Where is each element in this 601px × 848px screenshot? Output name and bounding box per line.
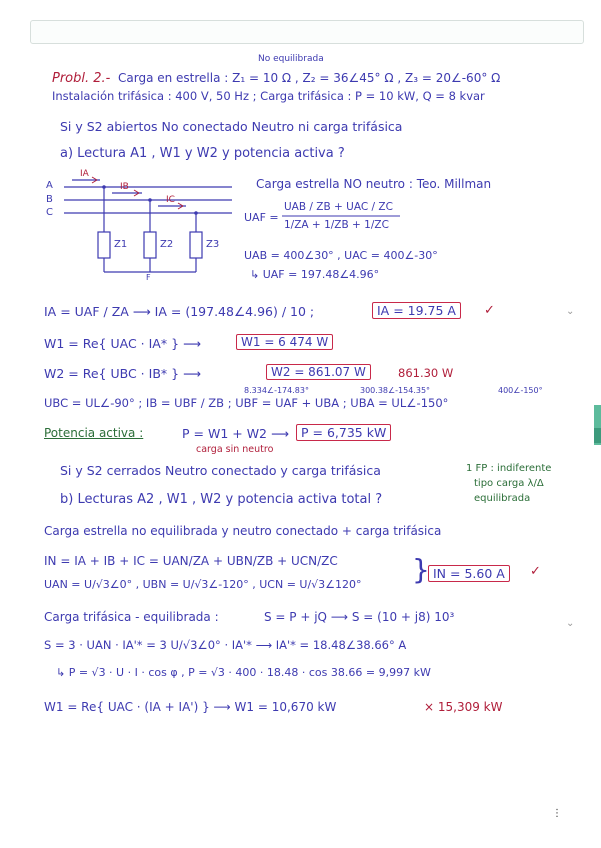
w2-result-box: W2 = 861.07 W bbox=[266, 364, 371, 380]
statement-b: Si y S2 cerrados Neutro conectado y carga trifásica bbox=[60, 463, 381, 478]
millman-numerator: UAB / ZB + UAC / ZC bbox=[284, 201, 393, 213]
phase-c-label: C bbox=[46, 207, 53, 218]
active-power-result-box: P = 6,735 kW bbox=[296, 424, 391, 441]
small-note-ib: 8.334∠-174.83° bbox=[244, 386, 309, 395]
w1-result-box: W1 = 6 474 W bbox=[236, 334, 333, 350]
current-ia-label: IA bbox=[80, 169, 89, 179]
three-phase-current-equation: S = 3 · UAN · IA'* = 3 U/√3∠0° · IA'* ⟶ IA'* = 18.48∠38.66° A bbox=[44, 638, 407, 652]
load-z3-label: Z3 bbox=[206, 239, 220, 250]
uab-uac-values: UAB = 400∠30° , UAC = 400∠-30° bbox=[244, 249, 438, 262]
solution-a-title: Carga estrella NO neutro : Teo. Millman bbox=[256, 177, 492, 191]
side-note-line-1: 1 FP : indiferente bbox=[466, 463, 552, 474]
w1-b-correction: × 15,309 kW bbox=[424, 700, 503, 714]
uaf-result: ↳ UAF = 197.48∠4.96° bbox=[250, 268, 380, 281]
question-b: b) Lecturas A2 , W1 , W2 y potencia activa total ? bbox=[60, 492, 383, 507]
phase-b-label: B bbox=[46, 194, 53, 205]
question-a: a) Lectura A1 , W1 y W2 y potencia activa ? bbox=[60, 146, 345, 161]
ia-equation: IA = UAF / ZA ⟶ IA = (197.48∠4.96) / 10 ; bbox=[44, 304, 315, 319]
brace-symbol: } bbox=[412, 553, 430, 586]
load-z1-label: Z1 bbox=[114, 239, 128, 250]
small-note-ubf: 300.38∠-154.35° bbox=[360, 386, 431, 395]
uaf-result-text: UAF = 197.48∠4.96° bbox=[262, 268, 380, 281]
current-ic-label: IC bbox=[166, 195, 175, 205]
header-note: No equilibrada bbox=[258, 54, 324, 64]
statement-a: Si y S2 abiertos No conectado Neutro ni carga trifásica bbox=[60, 119, 403, 134]
node-f-label: F bbox=[146, 273, 151, 282]
active-power-check-equation: ↳ P = √3 · U · I · cos φ , P = √3 · 400 · 18.48 · cos 38.66 = 9,997 kW bbox=[56, 666, 431, 679]
problem-line-2: Instalación trifásica : 400 V, 50 Hz ; Carga trifásica : P = 10 kW, Q = 8 kvar bbox=[52, 89, 485, 103]
problem-label: Probl. 2.- bbox=[52, 71, 111, 86]
side-note-line-3: equilibrada bbox=[474, 493, 531, 504]
margin-dots: ⋮ bbox=[552, 808, 562, 819]
current-ib-label: IB bbox=[120, 182, 129, 192]
side-note-line-2: tipo carga λ/Δ bbox=[474, 478, 544, 489]
phase-a-label: A bbox=[46, 180, 53, 191]
neutral-current-result-box: IN = 5.60 A bbox=[428, 565, 510, 582]
margin-mark: ⌄ bbox=[566, 618, 575, 629]
w1-equation: W1 = Re{ UAC · IA* } ⟶ bbox=[44, 336, 201, 351]
problem-line-1: Carga en estrella : Z₁ = 10 Ω , Z₂ = 36∠45° Ω , Z₃ = 20∠-60° Ω bbox=[118, 71, 501, 85]
margin-mark: ⌄ bbox=[566, 306, 575, 317]
active-power-note: carga sin neutro bbox=[196, 444, 274, 455]
phase-voltages: UAN = U/√3∠0° , UBN = U/√3∠-120° , UCN = U/√3∠120° bbox=[44, 578, 362, 591]
active-power-equation: P = W1 + W2 ⟶ bbox=[182, 426, 289, 441]
ia-result-box: IA = 19.75 A bbox=[372, 302, 461, 319]
uaf-label: UAF = bbox=[244, 211, 279, 224]
millman-denominator: 1/ZA + 1/ZB + 1/ZC bbox=[284, 219, 389, 231]
load-z2-label: Z2 bbox=[160, 239, 174, 250]
w1-b-equation: W1 = Re{ UAC · (IA + IA') } ⟶ W1 = 10,670 kW bbox=[44, 700, 337, 714]
ia-check-mark: ✓ bbox=[484, 303, 495, 318]
balanced-load-title: Carga trifásica - equilibrada : bbox=[44, 610, 219, 624]
w2-corrected-note: 861.30 W bbox=[398, 366, 454, 380]
solution-b-title: Carga estrella no equilibrada y neutro conectado + carga trifásica bbox=[44, 524, 442, 538]
neutral-current-equation: IN = IA + IB + IC = UAN/ZA + UBN/ZB + UCN/ZC bbox=[44, 554, 338, 568]
active-power-label: Potencia activa : bbox=[44, 426, 144, 440]
ubc-relations: UBC = UL∠-90° ; IB = UBF / ZB ; UBF = UAF + UBA ; UBA = UL∠-150° bbox=[44, 396, 449, 410]
w2-equation: W2 = Re{ UBC · IB* } ⟶ bbox=[44, 366, 201, 381]
in-check-mark: ✓ bbox=[530, 564, 541, 579]
small-note-uba: 400∠-150° bbox=[498, 386, 543, 395]
apparent-power-equation: S = P + jQ ⟶ S = (10 + j8) 10³ bbox=[264, 610, 455, 624]
